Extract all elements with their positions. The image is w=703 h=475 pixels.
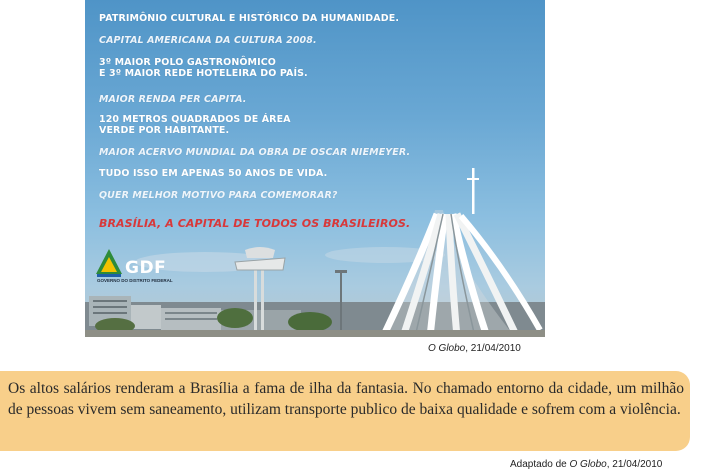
caption-prefix: Adaptado de: [510, 459, 570, 470]
text-box: [0, 371, 690, 451]
ad-line-fifty-years: TUDO ISSO EM APENAS 50 ANOS DE VIDA.: [99, 168, 328, 179]
ad-slogan: BRASÍLIA, A CAPITAL DE TODOS OS BRASILEIROS.: [99, 217, 411, 230]
caption-source: O Globo: [428, 343, 466, 354]
ad-line-hotel-network: E 3º MAIOR REDE HOTELEIRA DO PAÍS.: [99, 68, 308, 79]
caption-source: O Globo: [569, 459, 607, 470]
text-box-paragraph: Os altos salários renderam a Brasília a fama de ilha da fantasia. No chamado entorno da cidade, um milhão de pessoas vivem sem saneamento, utilizam transporte publico de baixa qualidade e sofrem com a violência.: [8, 380, 684, 418]
ad-line-green-area-2: VERDE POR HABITANTE.: [99, 125, 230, 136]
ad-line-question: QUER MELHOR MOTIVO PARA COMEMORAR?: [99, 190, 338, 201]
ad-line-culture-capital: CAPITAL AMERICANA DA CULTURA 2008.: [99, 35, 317, 46]
ad-line-niemeyer: MAIOR ACERVO MUNDIAL DA OBRA DE OSCAR NIEMEYER.: [99, 147, 411, 158]
caption-date: , 21/04/2010: [465, 343, 521, 354]
gdf-emblem-icon: [95, 248, 123, 278]
ad-line-income: MAIOR RENDA PER CAPITA.: [99, 94, 247, 105]
advertisement-photo: [85, 0, 545, 337]
ad-line-gastronomy: 3º MAIOR POLO GASTRONÔMICO: [99, 57, 276, 68]
text-caption: [510, 459, 662, 470]
photo-caption: [428, 343, 521, 354]
gdf-logo-name: GDF: [125, 258, 167, 278]
ad-line-heritage: PATRIMÔNIO CULTURAL E HISTÓRICO DA HUMANIDADE.: [99, 13, 400, 24]
ad-line-green-area-1: 120 METROS QUADRADOS DE ÁREA: [99, 114, 291, 125]
gdf-logo: [95, 248, 175, 288]
caption-date: , 21/04/2010: [606, 459, 663, 470]
gdf-logo-subtitle: GOVERNO DO DISTRITO FEDERAL: [97, 278, 173, 283]
